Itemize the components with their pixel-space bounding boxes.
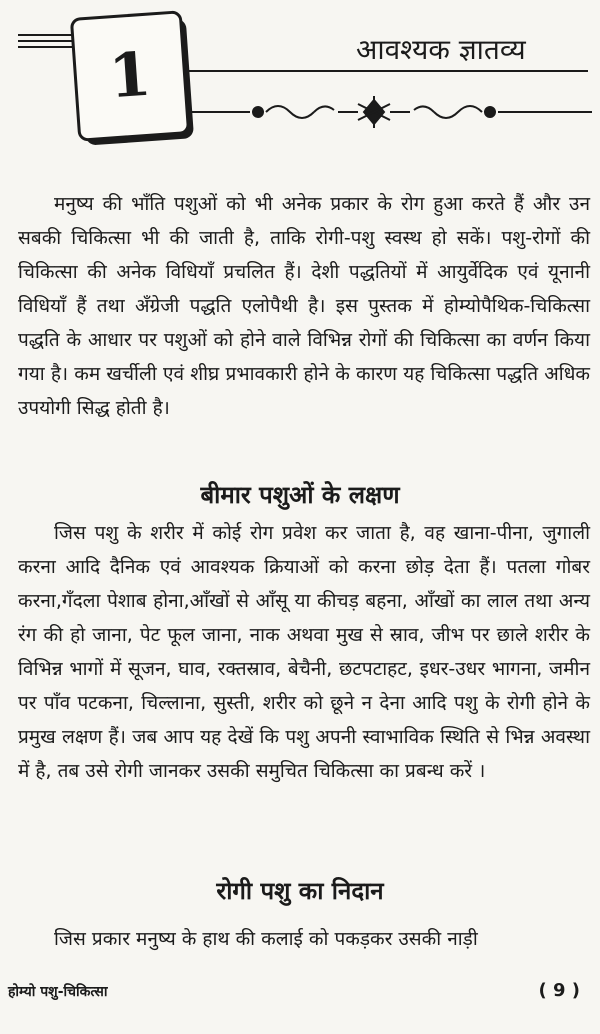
diagnosis-paragraph: जिस प्रकार मनुष्य के हाथ की कलाई को पकड़कर उसकी नाड़ी (54, 928, 478, 950)
footer-page-number: ( 9 ) (538, 980, 580, 1001)
symptoms-paragraph: जिस पशु के शरीर में कोई रोग प्रवेश कर जाता है, वह खाना-पीना, जुगाली करना आदि दैनिक एवं आवश्यक क्रियाओं को करना छोड़ देता हैं। पतला गोबर करना,गँदला पेशाब होना,आँखों से आँसू या कीचड़ बहना, आँखों का लाल तथा अन्य रंग की हो जाना, पेट फूल जाना, नाक अथवा मुख से स्राव, जीभ पर छाले शरीर के विभिन्न भागों में सूजन, घाव, रक्तस्राव, बेचैनी, छटपटाहट, इधर-उधर भागना, जमीन पर पाँव पटकना, चिल्लाना, सुस्ती, शरीर को छूने न देना आदि पशु के रोगी होने के प्रमुख लक्षण हैं। जब आप यह देखें कि पशु अपनी स्वाभाविक स्थिति से भिन्न अवस्था में है, तब उसे रोगी जानकर उसकी समुचित चिकित्सा का प्रबन्ध करें । (18, 522, 590, 782)
intro-paragraph: मनुष्य की भाँति पशुओं को भी अनेक प्रकार के रोग हुआ करते हैं और उन सबकी चिकित्सा भी की जाती है, ताकि रोगी-पशु स्वस्थ हो सकें। पशु-रोगों की चिकित्सा की अनेक विधियाँ प्रचलित हैं। देशी पद्धतियों में आयुर्वेदिक एवं यूनानी विधियाँ हैं तथा अँग्रेजी पद्धति एलोपैथी है। इस पुस्तक में होम्योपैथिक-चिकित्सा पद्धति के आधार पर पशुओं को होने वाले विभिन्न रोगों की चिकित्सा का वर्णन किया गया है। कम खर्चीली एवं शीघ्र प्रभावकारी होने के कारण यह चिकित्सा पद्धति अधिक उपयोगी सिद्ध होती है। (18, 193, 590, 419)
section-heading-diagnosis: रोगी पशु का निदान (216, 877, 384, 905)
chapter-number: 1 (106, 39, 154, 113)
section-heading-symptoms: बीमार पशुओं के लक्षण (200, 481, 400, 509)
header-rule (188, 70, 588, 72)
footer-book-title: होम्यो पशु-चिकित्सा (8, 984, 108, 1000)
ornament-divider-icon (188, 94, 592, 130)
chapter-title: आवश्यक ज्ञातव्य (356, 33, 526, 66)
chapter-badge (70, 10, 190, 142)
